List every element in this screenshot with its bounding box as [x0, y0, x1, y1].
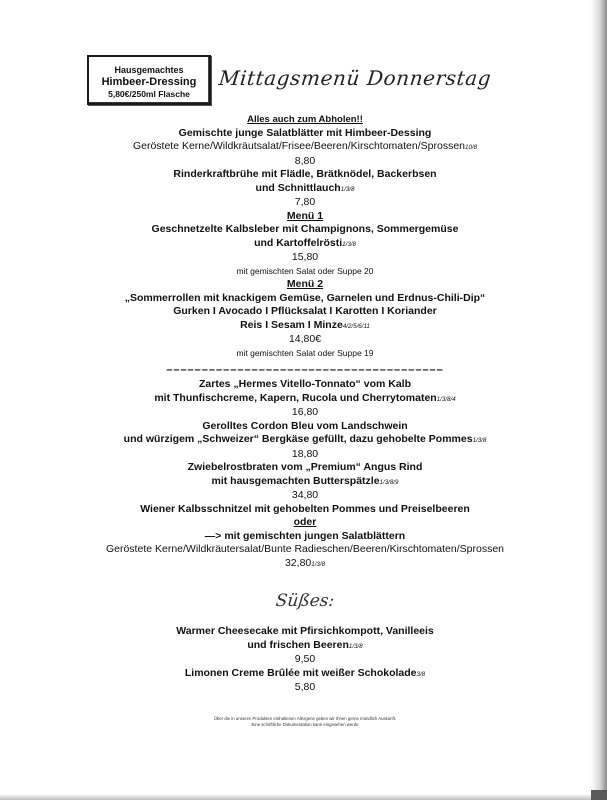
wiener-desc: Geröstete Kerne/Wildkräutersalat/Bunte Radieschen/Beeren/Kirschtomaten/Sprossen	[105, 543, 505, 555]
wiener-price: 32,801/3/8	[284, 556, 326, 569]
wiener-line-2: —> mit gemischten jungen Salatblättern	[204, 529, 406, 542]
creme-allergens: 3/8	[416, 670, 426, 678]
zwiebel-line-1: Zwiebelrostbraten vom „Premium“ Angus Rind	[187, 461, 423, 473]
creme-price: 5,80	[294, 681, 316, 693]
menu-list	[70, 113, 540, 728]
page-bottom-shadow	[0, 794, 607, 800]
cordon-line-2: und würzigem „Schweizer“ Bergkäse gefüllt, dazu gehobelte Pommes1/3/8	[123, 433, 487, 445]
cordon-price: 18,80	[291, 447, 319, 460]
zwiebel-line-2: mit hausgemachten Butterspätzle1/3/8/9	[211, 474, 399, 487]
menu2-allergens: 4/2/5/6/11	[342, 322, 370, 330]
cheesecake-line-2: und frischen Beeren1/3/8	[247, 638, 363, 651]
zwiebel-allergens: 1/3/8/9	[379, 478, 399, 486]
page-edge-shadow	[591, 0, 607, 800]
cheesecake-price: 9,50	[294, 653, 316, 665]
menu1-allergens: 1/3/8	[342, 240, 356, 248]
menu2-note: mit gemischten Salat oder Suppe 19	[236, 347, 374, 358]
footer-line-1: Über die in unseren Produkten enthaltenen Allergene geben wir Ihnen gerne mündlich Auskunft.	[213, 715, 397, 721]
page-corner	[591, 790, 607, 800]
menu2-line-3: Reis I Sesam I Minze4/2/5/6/11	[240, 318, 370, 331]
vitello-allergens: 1/3/8/4	[436, 395, 456, 403]
page-title: Mittagsmenü Donnerstag	[217, 66, 493, 90]
menu2-line-2: Gurken I Avocado I Pflücksalat I Karotten I Koriander	[173, 305, 437, 317]
vitello-line-2: mit Thunfischcreme, Kapern, Rucola und Cherrytomaten1/3/8/4	[154, 391, 456, 404]
creme-line-1: Limonen Creme Brûlée mit weißer Schokolade3/8	[184, 666, 426, 679]
salad-allergens: 10/8	[465, 144, 478, 151]
soup-price: 7,80	[294, 196, 316, 208]
menu1-heading: Menü 1	[286, 209, 324, 222]
cheesecake-allergens: 1/3/8	[348, 642, 363, 650]
menu1-note: mit gemischten Salat oder Suppe 20	[236, 265, 374, 276]
promo-line-2: Himbeer-Dressing	[101, 76, 197, 88]
salad-price: 8,80	[294, 154, 316, 167]
separator: –––––––––––––––––––––––––––––––––––––––	[166, 364, 444, 376]
soup-allergens: 1/3/8	[340, 185, 355, 193]
cheesecake-line-1: Warmer Cheesecake mit Pfirsichkompott, Vanilleeis	[176, 625, 434, 637]
menu1-price: 15,80	[291, 251, 319, 263]
soup-line-2: und Schnittlauch1/3/8	[255, 181, 355, 194]
menu2-heading: Menü 2	[286, 278, 324, 290]
wiener-oder: oder	[293, 516, 317, 528]
wiener-line-1: Wiener Kalbsschnitzel mit gehobelten Pommes und Preiselbeeren	[140, 502, 470, 515]
menu2-price: 14,80€	[288, 333, 322, 345]
menu2-line-1: „Sommerrollen mit knackigem Gemüse, Garnelen und Erdnus-Chili-Dip“	[124, 291, 486, 304]
promo-line-1: Hausgemachtes	[114, 65, 184, 75]
vitello-price: 16,80	[291, 406, 319, 418]
cordon-line-1: Gerolltes Cordon Bleu vom Landschwein	[202, 419, 408, 432]
allergen-footer	[70, 716, 540, 728]
promo-line-3: 5,80€/250ml Flasche	[108, 89, 190, 99]
footer-line-2: Eine schriftliche Dokumentation kann eingesehen werde	[251, 721, 359, 727]
salad-desc: Geröstete Kerne/Wildkräutsalat/Frisee/Beeren/Kirschtomaten/Sprossen10/8	[132, 140, 478, 152]
soup-line-1: Rinderkraftbrühe mit Flädle, Brätknödel, Backerbsen	[173, 168, 437, 180]
salad-name: Gemischte junge Salatblätter mit Himbeer-Dessing	[178, 126, 432, 139]
dressing-promo-box	[87, 55, 211, 105]
zwiebel-price: 34,80	[291, 489, 319, 501]
pickup-note: Alles auch zum Abholen!!	[247, 114, 363, 125]
menu1-line-2: und Kartoffelrösti1/3/8	[254, 236, 356, 249]
menu1-line-1: Geschnetzelte Kalbsleber mit Champignons, Sommergemüse	[151, 223, 459, 235]
cordon-allergens: 1/3/8	[472, 437, 487, 444]
wiener-allergens: 1/3/8	[311, 560, 326, 568]
sweets-heading: Süßes:	[274, 591, 336, 611]
vitello-line-1: Zartes „Hermes Vitello-Tonnato“ vom Kalb	[199, 378, 411, 390]
